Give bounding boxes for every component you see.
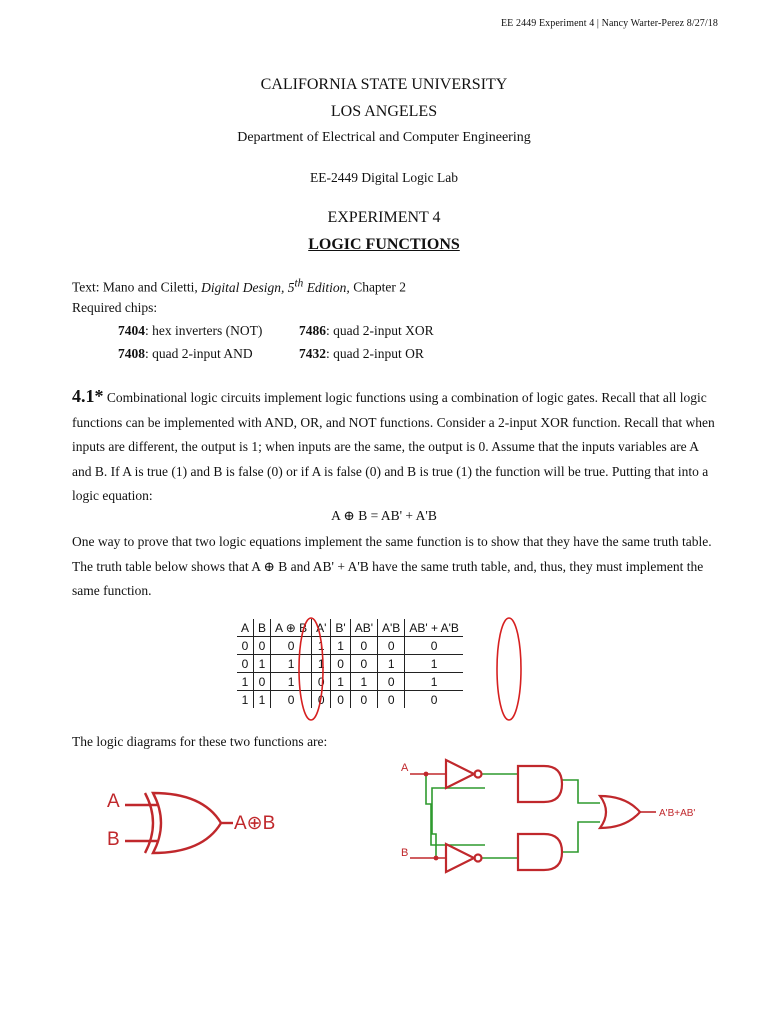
junction-dot-b — [434, 856, 439, 861]
chip-7432 — [299, 346, 424, 362]
table-header: A' — [312, 619, 331, 637]
table-header: AB' — [350, 619, 377, 637]
paragraph-intro — [72, 384, 720, 509]
chip-desc: : hex inverters (NOT) — [145, 323, 263, 338]
sop-output-label: A'B+AB' — [659, 808, 696, 819]
table-cell: 1 — [405, 673, 463, 691]
paragraph-truth-table: One way to prove that two logic equations implement the same function is to show that they have the same truth table. The truth table below shows that A ⊕ B and AB' + A'B have the same truth table, and, thus, they must implement the same function. — [72, 534, 712, 598]
table-cell: 0 — [271, 691, 312, 709]
table-header: A — [237, 619, 254, 637]
table-cell: 0 — [312, 673, 331, 691]
book-sup: th — [294, 277, 304, 289]
chip-part: 7486 — [299, 323, 326, 338]
not-gate-b-bubble — [475, 855, 482, 862]
not-gate-a-bubble — [475, 771, 482, 778]
chip-7404 — [118, 323, 262, 339]
department-name: Department of Electrical and Computer Engineering — [237, 130, 531, 145]
table-cell: 0 — [350, 655, 377, 673]
course-title: EE-2449 Digital Logic Lab — [309, 170, 459, 185]
chip-7408 — [118, 346, 253, 362]
chip-desc: : quad 2-input AND — [145, 346, 253, 361]
diagrams-intro: The logic diagrams for these two functions are: — [72, 734, 328, 749]
chip-7486 — [299, 323, 434, 339]
not-gate-b — [446, 844, 474, 872]
table-header: AB' + A'B — [405, 619, 463, 637]
table-cell: 0 — [350, 691, 377, 709]
paragraph-intro-text: Combinational logic circuits implement logic functions using a combination of logic gates. Recall that all logic functions can be implemented with AND, OR, and NOT functions. Consider a 2-input XOR function. Recall that when inputs are different, the output is 1; when inputs are the same, the output is 0. Assume that the inputs variables are A and B. If A is true (1) and B is false (0) or if A is false (0) and B is true (1) the function will be true. Putting that into a logic equation: — [72, 390, 715, 503]
and-gate-upper — [518, 766, 562, 802]
wire-b-to-upper-and — [432, 788, 485, 858]
table-row — [237, 673, 463, 691]
wire-upper-and-to-or — [562, 780, 600, 803]
book-edition: Edition, — [303, 279, 350, 295]
table-header: A ⊕ B — [271, 619, 312, 637]
table-cell: 1 — [254, 655, 271, 673]
table-row — [237, 637, 463, 655]
sop-input-b-label: B — [401, 847, 409, 859]
table-header: B' — [331, 619, 350, 637]
table-cell: 0 — [378, 673, 405, 691]
table-header: B — [254, 619, 271, 637]
table-cell: 0 — [237, 637, 254, 655]
textbook-reference — [72, 277, 406, 296]
table-cell: 1 — [312, 655, 331, 673]
chip-part: 7408 — [118, 346, 145, 361]
university-name: CALIFORNIA STATE UNIVERSITY — [260, 76, 508, 93]
section-number: 4.1* — [72, 386, 104, 406]
table-cell: 1 — [312, 637, 331, 655]
table-cell: 0 — [254, 673, 271, 691]
xor-gate-diagram — [105, 785, 315, 865]
table-cell: 1 — [271, 673, 312, 691]
not-gate-a — [446, 760, 474, 788]
table-cell: 1 — [378, 655, 405, 673]
table-cell: 0 — [378, 691, 405, 709]
table-cell: 1 — [350, 673, 377, 691]
city-name: LOS ANGELES — [330, 103, 438, 120]
and-gate-lower — [518, 834, 562, 870]
experiment-topic: LOGIC FUNCTIONS — [308, 236, 460, 253]
text-suffix: Chapter 2 — [349, 279, 407, 295]
truth-table — [237, 619, 463, 708]
table-cell: 0 — [331, 655, 350, 673]
wire-lower-and-to-or — [562, 822, 600, 852]
table-cell: 0 — [405, 691, 463, 709]
chip-desc: : quad 2-input XOR — [326, 323, 434, 338]
sop-gate-diagram — [400, 758, 740, 888]
experiment-number: EXPERIMENT 4 — [327, 209, 441, 226]
xor-gate-body — [153, 793, 221, 853]
text-prefix: Text: Mano and Ciletti, — [72, 279, 202, 295]
table-cell: 1 — [331, 673, 350, 691]
table-cell: 0 — [254, 637, 271, 655]
xor-input-a-label: A — [107, 791, 120, 812]
highlight-ellipse-sop-column — [497, 618, 521, 720]
xor-input-curve — [145, 793, 153, 853]
table-cell: 1 — [331, 637, 350, 655]
chip-part: 7432 — [299, 346, 326, 361]
book-title: Digital Design, 5 — [201, 279, 295, 295]
chip-part: 7404 — [118, 323, 145, 338]
table-cell: 1 — [237, 673, 254, 691]
table-header-row — [237, 619, 463, 637]
table-cell: 0 — [405, 637, 463, 655]
table-cell: 0 — [378, 637, 405, 655]
required-chips-label: Required chips: — [72, 300, 158, 315]
or-gate — [600, 796, 640, 828]
table-cell: 1 — [254, 691, 271, 709]
chip-desc: : quad 2-input OR — [326, 346, 424, 361]
table-cell: 0 — [331, 691, 350, 709]
running-head: EE 2449 Experiment 4 | Nancy Warter-Perez 8/27/18 — [500, 18, 718, 29]
junction-dot-a — [424, 772, 429, 777]
logic-equation: A ⊕ B = AB' + A'B — [331, 508, 437, 523]
table-cell: 0 — [312, 691, 331, 709]
table-cell: 1 — [237, 691, 254, 709]
sop-input-a-label: A — [401, 762, 409, 774]
table-cell: 0 — [271, 637, 312, 655]
table-cell: 0 — [237, 655, 254, 673]
xor-output-label: A⊕B — [234, 813, 276, 834]
table-row — [237, 691, 463, 709]
table-cell: 0 — [350, 637, 377, 655]
xor-input-b-label: B — [107, 829, 120, 850]
table-header: A'B — [378, 619, 405, 637]
table-cell: 1 — [405, 655, 463, 673]
table-row — [237, 655, 463, 673]
table-cell: 1 — [271, 655, 312, 673]
